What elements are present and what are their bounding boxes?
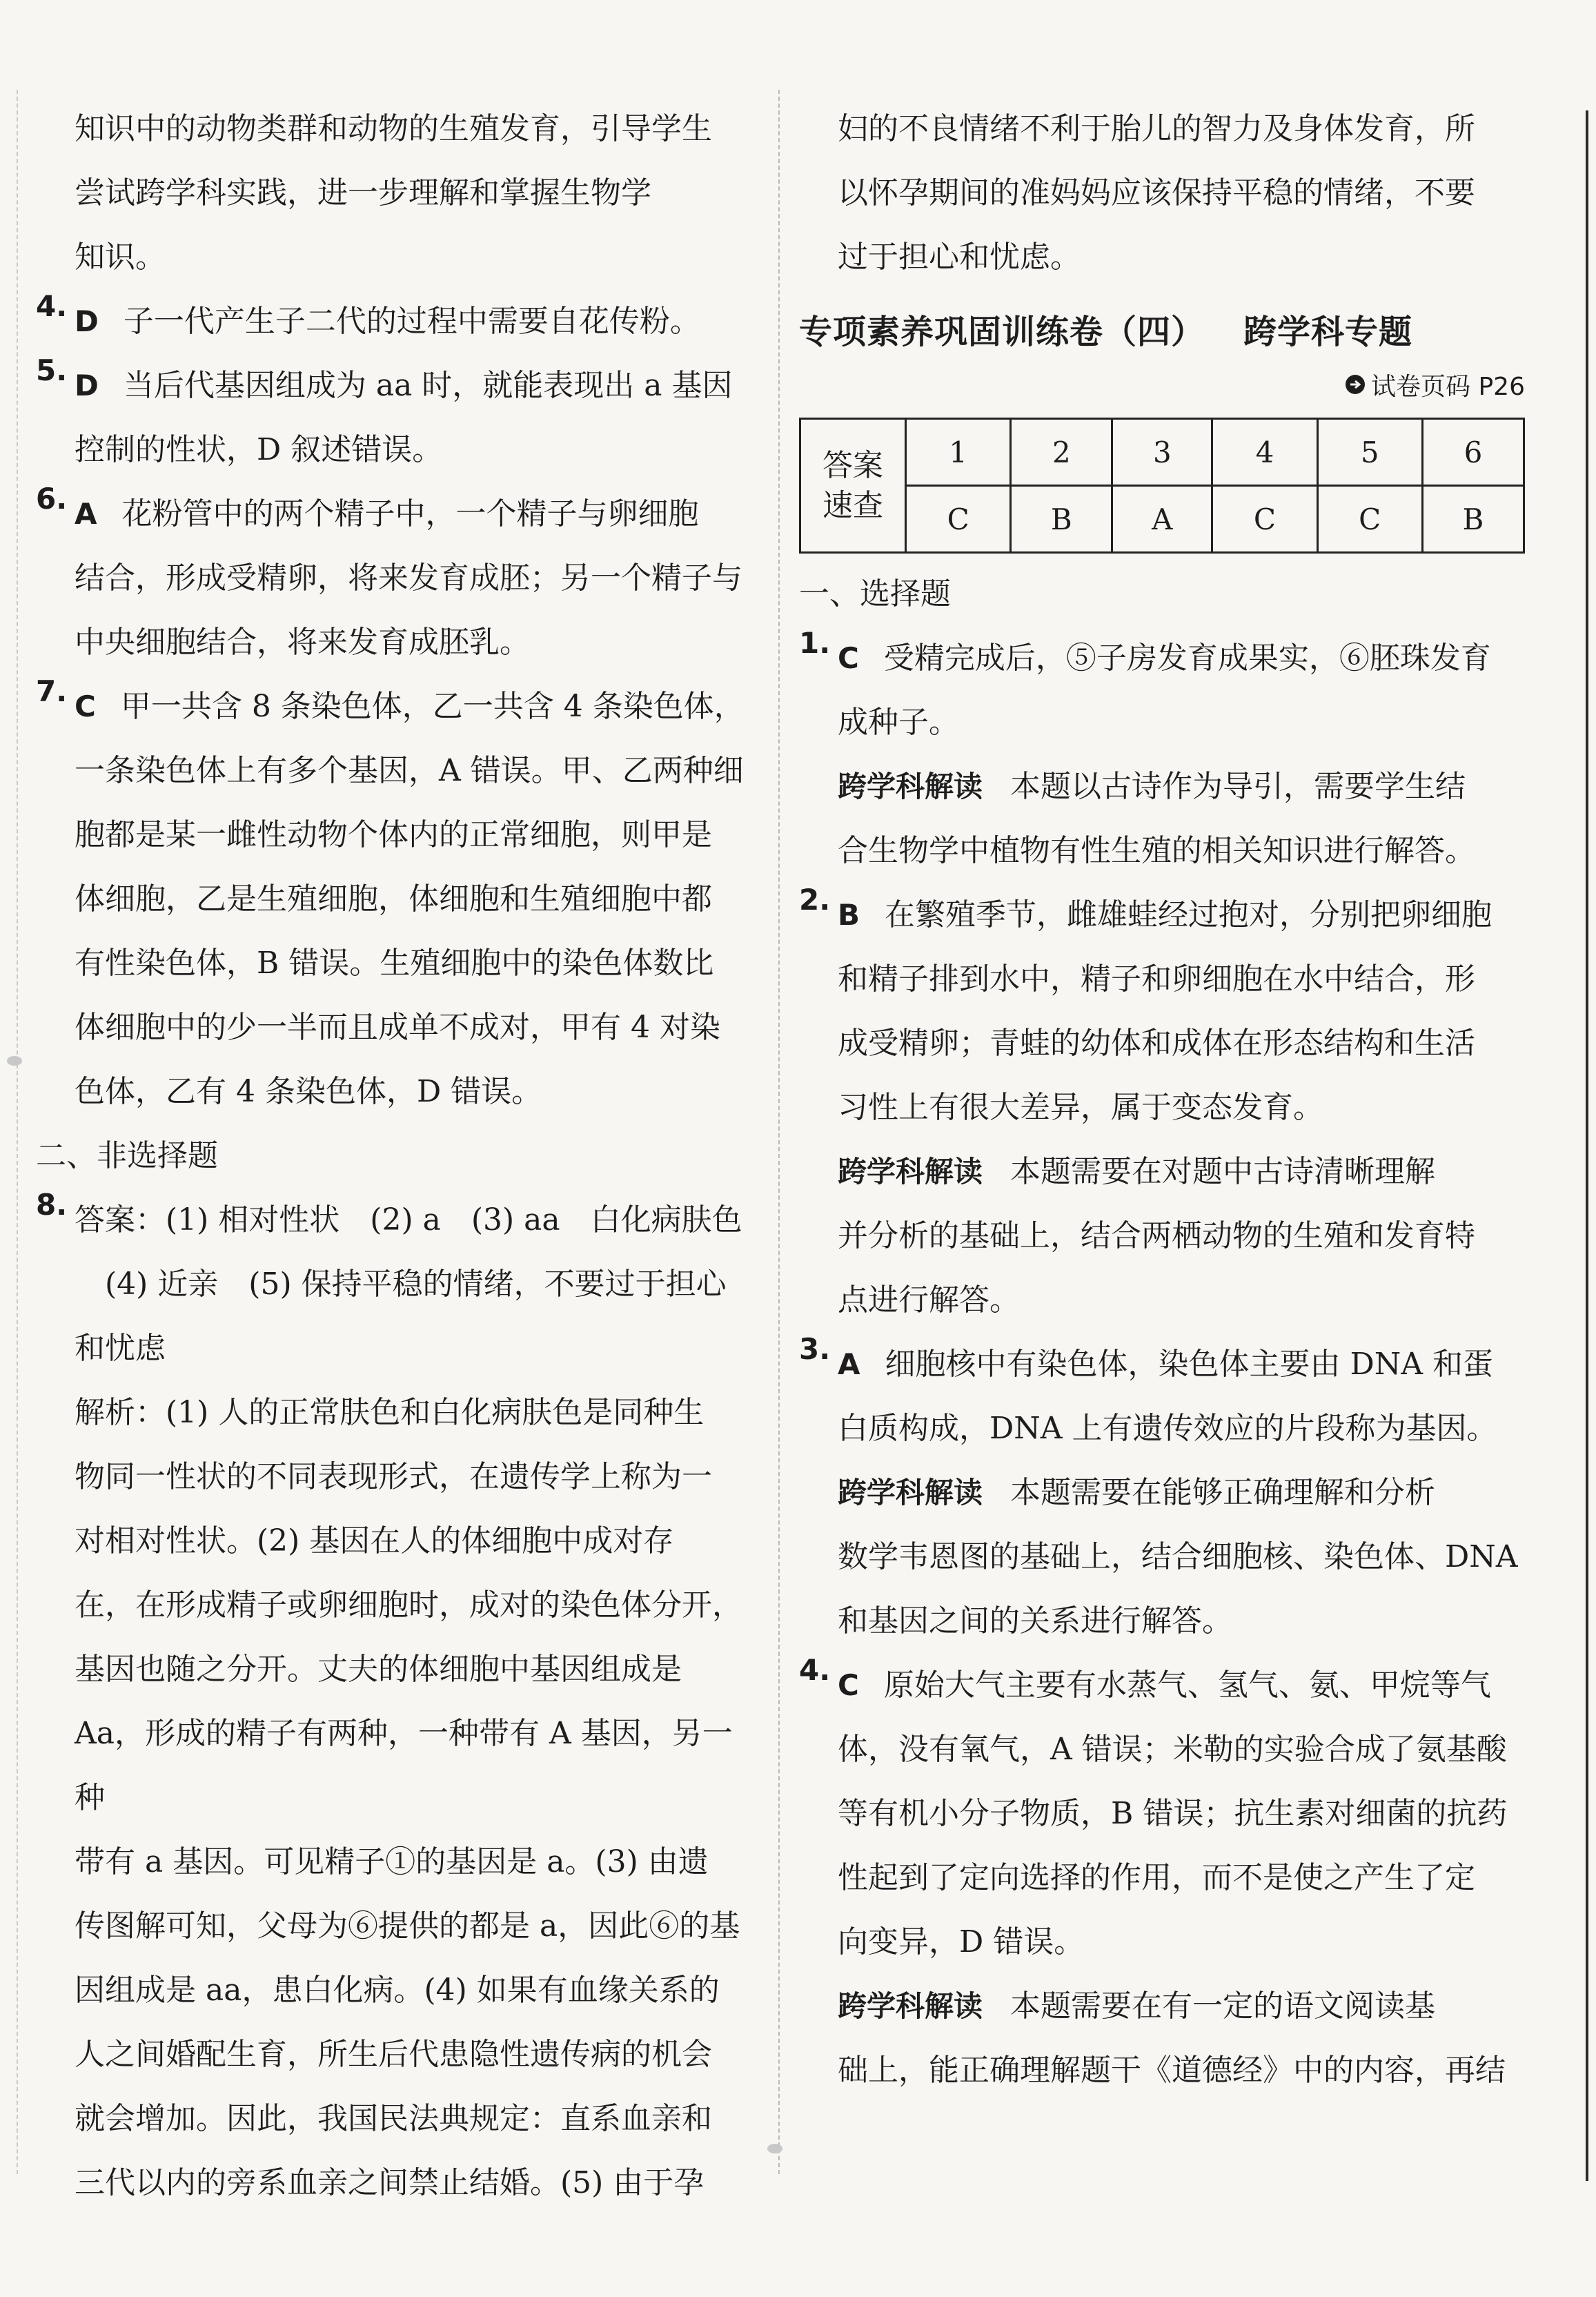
answer-item-6 (36, 482, 762, 674)
label-line: 答案 (822, 447, 883, 483)
text-line: 甲一共含 8 条染色体，乙一共含 4 条染色体， (120, 689, 745, 724)
answer-letter: A (75, 497, 97, 531)
text-line: 过于担心和忧虑。 (838, 240, 1081, 275)
text-line: 有性染色体，B 错误。生殖细胞中的染色体数比 (75, 946, 714, 981)
text-line: 解析：(1) 人的正常肤色和白化病肤色是同种生 (75, 1395, 705, 1430)
text-line: 受精完成后，⑤子房发育成果实，⑥胚珠发育 (883, 641, 1491, 676)
table-cell: 5 (1317, 419, 1422, 486)
answer-item-2 (799, 883, 1525, 1332)
table-cell: 2 (1011, 419, 1112, 486)
interdisciplinary-label: 跨学科解读 (838, 1155, 983, 1189)
text-line: 合生物学中植物有性生殖的相关知识进行解答。 (838, 833, 1475, 868)
page-edge (1586, 110, 1588, 2181)
text-line: 结合，形成受精卵，将来发育成胚；另一个精子与 (75, 560, 742, 596)
text-line: 以怀孕期间的准妈妈应该保持平稳的情绪，不要 (838, 175, 1475, 211)
text-line: 人之间婚配生育，所生后代患隐性遗传病的机会 (75, 2037, 712, 2072)
text-line: 白质构成，DNA 上有遗传效应的片段称为基因。 (838, 1411, 1497, 1446)
text-line: 尝试跨学科实践，进一步理解和掌握生物学 (75, 175, 651, 211)
answer-item-8 (36, 1188, 762, 2215)
table-cell: 6 (1422, 419, 1524, 486)
item-number: 5. (36, 353, 68, 387)
answer-letter: C (75, 690, 96, 723)
text-line: 物同一性状的不同表现形式，在遗传学上称为一 (75, 1459, 712, 1494)
text-line: 基因也随之分开。丈夫的体细胞中基因组成是 (75, 1652, 682, 1687)
column-divider (778, 90, 780, 2174)
text-line: 数学韦恩图的基础上，结合细胞核、染色体、DNA (838, 1539, 1518, 1574)
table-cell: C (906, 486, 1011, 553)
table-cell: 3 (1112, 419, 1212, 486)
text-line: 色体，乙有 4 条染色体，D 错误。 (75, 1074, 542, 1109)
text-line: 原始大气主要有水蒸气、氢气、氨、甲烷等气 (883, 1668, 1491, 1703)
subtitle-text: 跨学科专题 (1243, 313, 1413, 351)
text-line: 并分析的基础上，结合两栖动物的生殖和发育特 (838, 1218, 1475, 1253)
answer-item-3 (799, 1332, 1525, 1653)
table-cell: 4 (1212, 419, 1317, 486)
table-cell: B (1422, 486, 1524, 553)
text-line: 成受精卵；青蛙的幼体和成体在形态结构和生活 (838, 1026, 1475, 1061)
text-line: 在繁殖季节，雌雄蛙经过抱对，分别把卵细胞 (885, 897, 1492, 932)
section-title (799, 297, 1525, 366)
text-line: 就会增加。因此，我国民法典规定：直系血亲和 (75, 2101, 712, 2136)
fold-line (17, 90, 18, 2174)
page-reference-text: 试卷页码 P26 (1371, 373, 1525, 401)
text-line: Aa，形成的精子有两种，一种带有 A 基因，另一种 (75, 1716, 733, 1815)
section-heading: 二、非选择题 (36, 1138, 218, 1173)
text-line: 习性上有很大差异，属于变态发育。 (838, 1090, 1323, 1125)
continued-text (799, 97, 1525, 289)
text-line: 等有机小分子物质，B 错误；抗生素对细菌的抗药 (838, 1796, 1508, 1831)
label-line: 速查 (822, 487, 883, 523)
text-line: 答案：(1) 相对性状 (2) a (3) aa 白化病肤色 (75, 1202, 742, 1238)
text-line: 向变异，D 错误。 (838, 1924, 1085, 1959)
text-line: 子一代产生子二代的过程中需要自花传粉。 (123, 304, 700, 339)
text-line: 控制的性状，D 叙述错误。 (75, 432, 443, 467)
text-line: 体细胞，乙是生殖细胞，体细胞和生殖细胞中都 (75, 881, 712, 917)
answer-item-4 (799, 1653, 1525, 2102)
text-line: 和忧虑 (75, 1331, 166, 1366)
text-line: 在，在形成精子或卵细胞时，成对的染色体分开， (75, 1587, 742, 1623)
continued-text (36, 97, 762, 289)
text-line: 妇的不良情绪不利于胎儿的智力及身体发育，所 (838, 111, 1475, 146)
text-line: 当后代基因组成为 aa 时，就能表现出 a 基因 (123, 368, 733, 403)
item-number: 7. (36, 674, 68, 708)
title-text: 专项素养巩固训练卷（四） (799, 313, 1205, 351)
page-reference (799, 366, 1525, 408)
text-line: 中央细胞结合，将来发育成胚乳。 (75, 625, 530, 660)
text-line: 成种子。 (838, 705, 959, 740)
answer-item-5 (36, 353, 762, 482)
answer-letter: A (838, 1347, 860, 1381)
interdisciplinary-label: 跨学科解读 (838, 770, 983, 803)
answer-item-4 (36, 289, 762, 353)
item-number: 8. (36, 1188, 68, 1222)
right-column (799, 97, 1525, 2102)
text-line: 本题需要在能够正确理解和分析 (1010, 1475, 1436, 1510)
item-number: 2. (799, 883, 831, 917)
item-number: 6. (36, 482, 68, 516)
text-line: 一条染色体上有多个基因，A 错误。甲、乙两种细 (75, 753, 744, 788)
answer-letter: C (838, 1668, 859, 1702)
table-cell: C (1317, 486, 1422, 553)
text-line: 和精子排到水中，精子和卵细胞在水中结合，形 (838, 961, 1475, 997)
item-number: 1. (799, 626, 831, 660)
text-line: 胞都是某一雌性动物个体内的正常细胞，则甲是 (75, 817, 712, 852)
answer-item-1 (799, 626, 1525, 883)
interdisciplinary-label: 跨学科解读 (838, 1989, 983, 2023)
text-line: 细胞核中有染色体，染色体主要由 DNA 和蛋 (885, 1347, 1494, 1382)
text-line: 因组成是 aa，患白化病。(4) 如果有血缘关系的 (75, 1973, 720, 2008)
table-cell: B (1011, 486, 1112, 553)
text-line: 体细胞中的少一半而且成单不成对，甲有 4 对染 (75, 1010, 720, 1045)
item-number: 3. (799, 1332, 831, 1366)
text-line: 三代以内的旁系血亲之间禁止结婚。(5) 由于孕 (75, 2165, 705, 2200)
text-line: 础上，能正确理解题干《道德经》中的内容，再结 (838, 2053, 1506, 2088)
text-line: 花粉管中的两个精子中，一个精子与卵细胞 (121, 496, 699, 531)
left-column (36, 97, 762, 2215)
answer-letter: D (75, 304, 99, 338)
answer-item-7 (36, 674, 762, 1124)
answer-letter: D (75, 369, 99, 402)
item-number: 4. (36, 289, 68, 323)
table-cell: A (1112, 486, 1212, 553)
text-line: 知识中的动物类群和动物的生殖发育，引导学生 (75, 111, 712, 146)
scan-mark (767, 2144, 782, 2153)
table-label (800, 419, 906, 553)
text-line: 性起到了定向选择的作用，而不是使之产生了定 (838, 1860, 1475, 1895)
answer-letter: B (838, 898, 860, 932)
table-cell: 1 (906, 419, 1011, 486)
text-line: 本题需要在对题中古诗清晰理解 (1010, 1154, 1436, 1189)
text-line: 本题需要在有一定的语文阅读基 (1010, 1988, 1436, 2024)
text-line: 传图解可知，父母为⑥提供的都是 a，因此⑥的基 (75, 1908, 740, 1944)
scan-mark (7, 1056, 22, 1066)
text-line: 点进行解答。 (838, 1282, 1020, 1318)
table-row (800, 419, 1524, 486)
text-line: 本题以古诗作为导引，需要学生结 (1010, 769, 1466, 804)
text-line: 体，没有氧气，A 错误；米勒的实验合成了氨基酸 (838, 1732, 1507, 1767)
arrow-circle-icon (1345, 366, 1366, 408)
answer-quick-check-table (799, 418, 1525, 554)
text-line: 知识。 (75, 240, 166, 275)
item-number: 4. (799, 1653, 831, 1687)
table-cell: C (1212, 486, 1317, 553)
interdisciplinary-label: 跨学科解读 (838, 1476, 983, 1509)
text-line: 对相对性状。(2) 基因在人的体细胞中成对存 (75, 1523, 674, 1558)
section-heading: 一、选择题 (799, 576, 951, 612)
text-line: 和基因之间的关系进行解答。 (838, 1603, 1232, 1639)
text-line: (4) 近亲 (5) 保持平稳的情绪，不要过于担心 (105, 1267, 727, 1302)
text-line: 带有 a 基因。可见精子①的基因是 a。(3) 由遗 (75, 1844, 709, 1879)
answer-letter: C (838, 641, 859, 675)
table-row (800, 486, 1524, 553)
